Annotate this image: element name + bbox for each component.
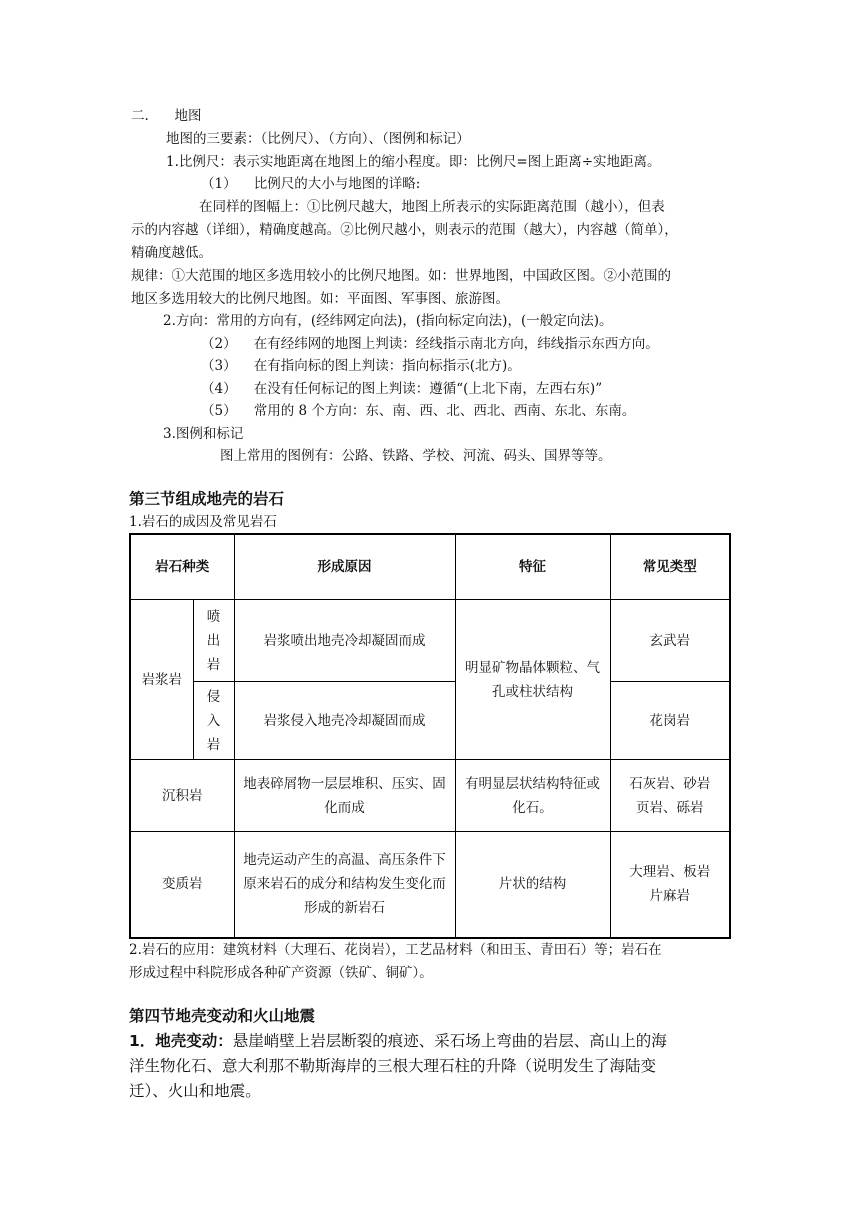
direction-item: （3） 在有指向标的图上判读：指向标指示(北方)。 <box>201 358 521 374</box>
scale-definition: 1.比例尺：表示实地距离在地图上的缩小程度。即：比例尺=图上距离÷实地距离。 <box>166 154 661 170</box>
rock-table <box>129 533 731 939</box>
section3-title: 第三节组成地壳的岩石 <box>129 490 285 508</box>
section4-line: 1．地壳变动：悬崖峭壁上岩层断裂的痕迹、采石场上弯曲的岩层、高山上的海 <box>129 1032 667 1050</box>
type-line: 片麻岩 <box>649 888 690 905</box>
table-row <box>130 682 730 760</box>
legend-title: 3.图例和标记 <box>163 426 244 442</box>
table-row <box>130 832 730 938</box>
cell-metamorphic-types <box>610 832 730 938</box>
cell-sedimentary-cause: 地表碎屑物一层层堆积、压实、固化而成 <box>234 760 455 832</box>
direction-item: （2） 在有经纬网的地图上判读：经线指示南北方向，纬线指示东西方向。 <box>201 336 659 352</box>
cell-metamorphic: 变质岩 <box>130 832 234 938</box>
cell-magma-feature: 明显矿物晶体颗粒、气孔或柱状结构 <box>455 600 610 760</box>
table-row <box>130 760 730 832</box>
cell-sedimentary-types <box>610 760 730 832</box>
type-line: 页岩、砾岩 <box>636 799 704 816</box>
cell-magma: 岩浆岩 <box>130 600 193 760</box>
rule-line: 地区多选用较大的比例尺地图。如：平面图、军事图、旅游图。 <box>131 291 509 307</box>
direction-item: （4） 在没有任何标记的图上判读：遵循“(上北下南，左西右东)” <box>201 381 603 397</box>
header-cause: 形成原因 <box>234 534 455 600</box>
header-rock-kind: 岩石种类 <box>130 534 234 600</box>
type-line: 石灰岩、砂岩 <box>629 775 711 792</box>
cell-intrusive: 侵入岩 <box>193 682 234 760</box>
rock-use-line: 形成过程中科院形成各种矿产资源（铁矿、铜矿）。 <box>129 965 433 981</box>
table-row <box>130 600 730 682</box>
legend-text: 图上常用的图例有：公路、铁路、学校、河流、码头、国界等等。 <box>220 448 612 464</box>
section-heading-map: 二. 地图 <box>131 108 202 124</box>
scale-subheading: （1） 比例尺的大小与地图的详略: <box>201 176 421 192</box>
cell-sedimentary: 沉积岩 <box>130 760 234 832</box>
cell-intrusive-type: 花岗岩 <box>610 682 730 760</box>
cell-metamorphic-cause: 地壳运动产生的高温、高压条件下原来岩石的成分和结构发生变化而形成的新岩石 <box>234 832 455 938</box>
section4-label: 1．地壳变动： <box>129 1032 233 1050</box>
scale-detail-line: 精确度越低。 <box>131 245 212 261</box>
type-line: 大理岩、板岩 <box>629 864 711 881</box>
scale-detail-line: 在同样的图幅上：①比例尺越大，地图上所表示的实际距离范围（越小），但表 <box>199 199 665 215</box>
cell-sedimentary-feature: 有明显层状结构特征或化石。 <box>455 760 610 832</box>
rule-line: 规律：①大范围的地区多选用较小的比例尺地图。如：世界地图，中国政区图。②小范围的 <box>131 268 671 284</box>
section4-line: 洋生物化石、意大利那不勒斯海岸的三根大理石柱的升降（说明发生了海陆变 <box>129 1057 657 1075</box>
section4-line: 迁）、火山和地震。 <box>129 1082 261 1100</box>
cell-intrusive-cause: 岩浆侵入地壳冷却凝固而成 <box>234 682 455 760</box>
cell-extrusive-cause: 岩浆喷出地壳冷却凝固而成 <box>234 600 455 682</box>
table-header-row <box>130 534 730 600</box>
direction-definition: 2.方向：常用的方向有，(经纬网定向法)，(指向标定向法)，(一般定向法)。 <box>163 313 613 329</box>
section3-subtitle: 1.岩石的成因及常见岩石 <box>129 514 277 530</box>
header-feature: 特征 <box>455 534 610 600</box>
direction-item: （5） 常用的 8 个方向：东、南、西、北、西北、西南、东北、东南。 <box>201 403 636 419</box>
scale-detail-line: 示的内容越（详细），精确度越高。②比例尺越小，则表示的范围（越大），内容越（简单）， <box>131 222 678 238</box>
section4-title: 第四节地壳变动和火山地震 <box>129 1007 316 1025</box>
rock-use-line: 2.岩石的应用：建筑材料（大理石、花岗岩），工艺品材料（和田玉、青田石）等；岩石在 <box>129 942 662 958</box>
cell-metamorphic-feature: 片状的结构 <box>455 832 610 938</box>
cell-extrusive-type: 玄武岩 <box>610 600 730 682</box>
map-elements: 地图的三要素：（比例尺）、（方向）、（图例和标记） <box>166 131 470 147</box>
cell-extrusive: 喷出岩 <box>193 600 234 682</box>
header-types: 常见类型 <box>610 534 730 600</box>
